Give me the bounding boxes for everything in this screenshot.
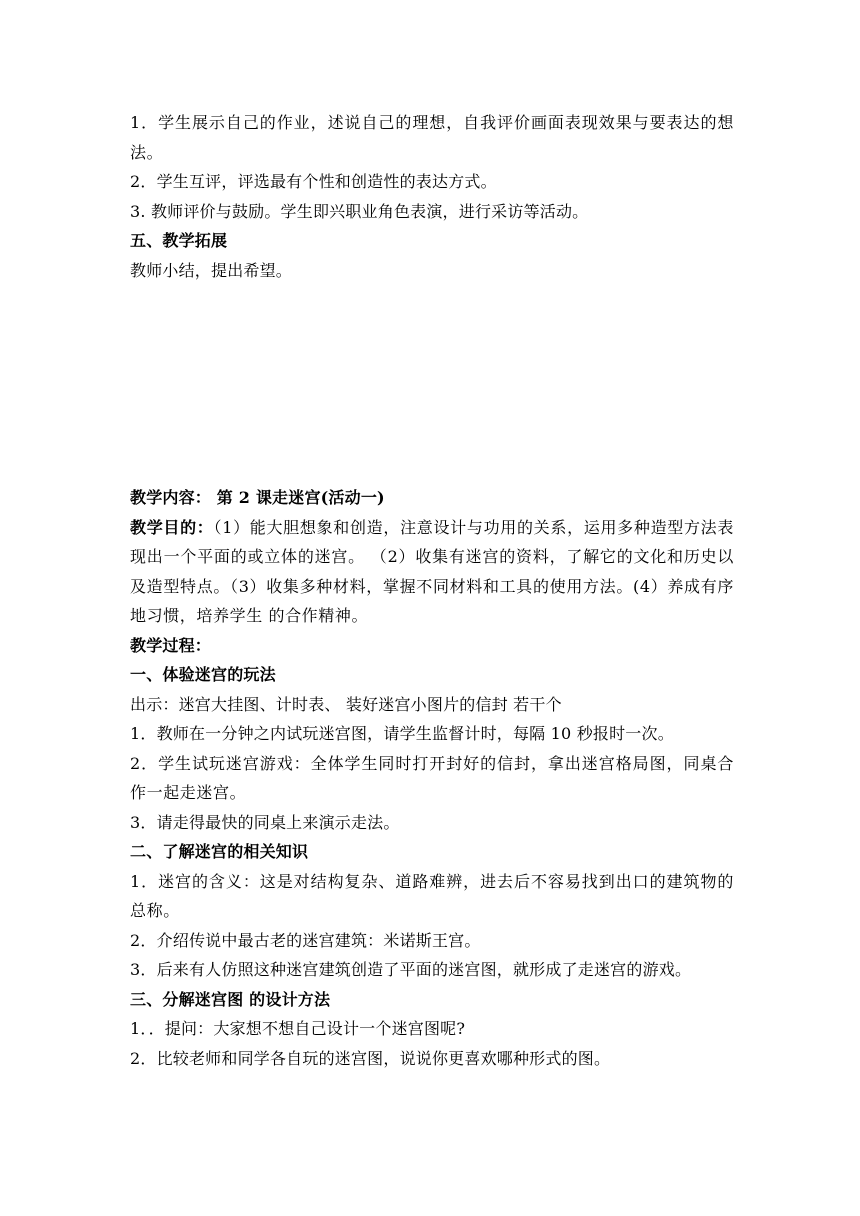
lesson-content-value: 第 2 课走迷宫(活动一): [211, 488, 385, 507]
lesson-content-line: [130, 483, 734, 513]
lesson-section: [130, 483, 734, 1073]
section-2-item-3: 3．后来有人仿照这种迷宫建筑创造了平面的迷宫图，就形成了走迷宫的游戏。: [130, 960, 692, 979]
section-2-item-2: 2．介绍传说中最古老的迷宫建筑：米诺斯王宫。: [130, 930, 481, 950]
section-1-show: 出示：迷宫大挂图、计时表、 装好迷宫小图片的信封 若干个: [130, 694, 562, 714]
evaluation-section: [130, 108, 734, 285]
lesson-content-label: 教学内容：: [130, 488, 212, 507]
section-1-heading: 一、体验迷宫的玩法: [130, 665, 276, 684]
heading-teaching-extension: 五、教学拓展: [130, 231, 228, 250]
paragraph-summary: 教师小结，提出希望。: [130, 260, 293, 280]
lesson-process-label: 教学过程：: [130, 635, 212, 655]
section-2-item-1: 1．迷宫的含义：这是对结构复杂、道路难辨，进去后不容易找到出口的建筑物的总称。: [130, 871, 734, 920]
lesson-goal-text: （1）能大胆想象和创造，注意设计与功用的关系，运用多种造型方法表现出一个平面的或立体的迷宫。 （2）收集有迷宫的资料，了解它的文化和历史以及造型特点。（3）收集多种材料，掌握不同材料和工具的使用方法。(4）养成有序地习惯，培养学生 的合作精神。: [130, 517, 734, 625]
paragraph-item-1: 1．学生展示自己的作业，述说自己的理想，自我评价画面表现效果与要表达的想法。: [130, 113, 734, 162]
section-3-item-2: 2．比较老师和同学各自玩的迷宫图，说说你更喜欢哪种形式的图。: [130, 1048, 611, 1068]
section-3-heading: 三、分解迷宫图 的设计方法: [130, 989, 331, 1009]
lesson-goal-label: 教学目的：: [130, 517, 214, 537]
section-1-item-1: 1．教师在一分钟之内试玩迷宫图，请学生监督计时，每隔 10 秒报时一次。: [130, 724, 674, 743]
paragraph-item-3: 3. 教师评价与鼓励。学生即兴职业角色表演，进行采访等活动。: [130, 201, 589, 221]
section-1-item-3: 3．请走得最快的同桌上来演示走法。: [130, 812, 400, 832]
section-2-heading: 二、了解迷宫的相关知识: [130, 842, 309, 861]
section-3-item-1: 1．．提问：大家想不想自己设计一个迷宫图呢?: [130, 1019, 466, 1038]
lesson-goal-paragraph: [130, 513, 734, 631]
section-1-item-2: 2．学生试玩迷宫游戏：全体学生同时打开封好的信封，拿出迷宫格局图，同桌合作一起走迷宫。: [130, 753, 734, 802]
paragraph-item-2: 2．学生互评，评选最有个性和创造性的表达方式。: [130, 172, 497, 191]
